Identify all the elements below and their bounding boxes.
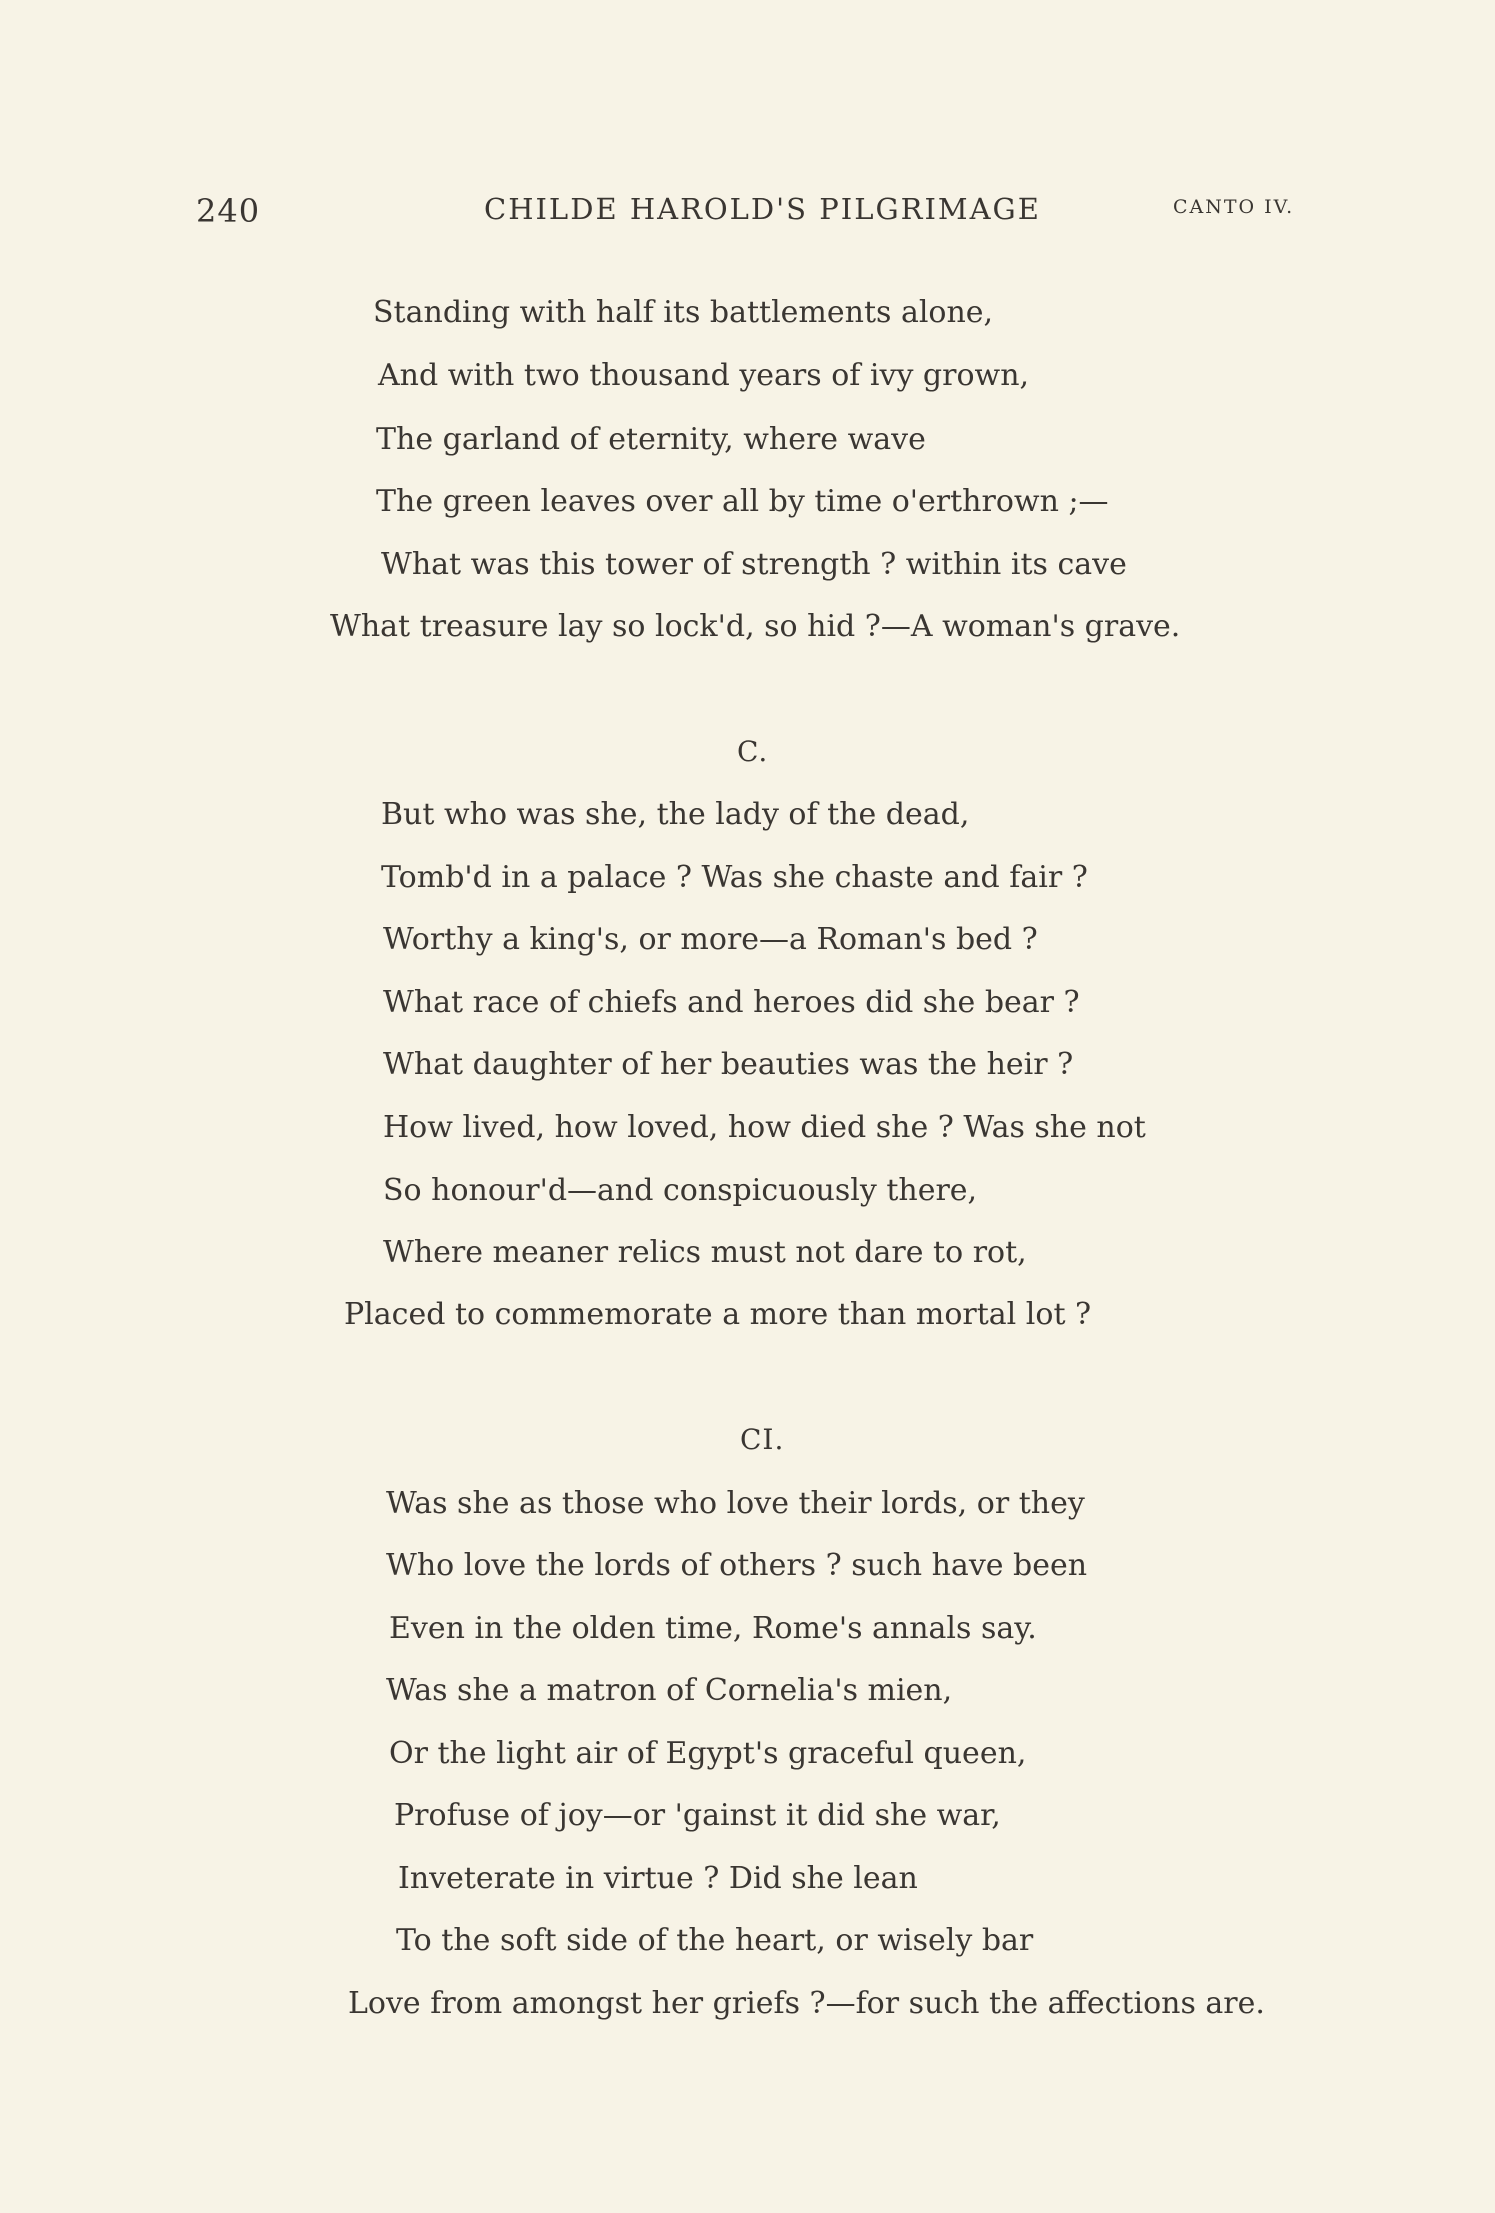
poem-line: The green leaves over all by time o'erthrown ;—: [376, 484, 1109, 519]
canto-label: CANTO IV.: [1173, 196, 1295, 218]
poem-line: And with two thousand years of ivy grown,: [378, 358, 1030, 393]
running-title: CHILDE HAROLD'S PILGRIMAGE: [484, 192, 1041, 226]
poem-line: Tomb'd in a palace ? Was she chaste and fair ?: [381, 860, 1088, 895]
poem-line: So honour'd—and conspicuously there,: [383, 1173, 978, 1208]
page-number: 240: [196, 192, 261, 230]
poem-line: How lived, how loved, how died she ? Was she not: [383, 1110, 1146, 1145]
poem-line: Where meaner relics must not dare to rot,: [383, 1235, 1027, 1270]
poem-line: To the soft side of the heart, or wisely bar: [396, 1923, 1034, 1958]
page-header: [0, 184, 1495, 234]
poem-line: What race of chiefs and heroes did she bear ?: [383, 985, 1080, 1020]
poem-line: Even in the olden time, Rome's annals say.: [389, 1611, 1037, 1646]
poem-line: Worthy a king's, or more—a Roman's bed ?: [383, 922, 1038, 957]
poem-line: What daughter of her beauties was the heir ?: [383, 1047, 1074, 1082]
poem-line: Placed to commemorate a more than mortal lot ?: [344, 1297, 1092, 1332]
poem-line: Standing with half its battlements alone,: [373, 295, 994, 330]
poem-line: Was she a matron of Cornelia's mien,: [386, 1673, 953, 1708]
poem-line: Was she as those who love their lords, or they: [386, 1486, 1085, 1521]
stanza-number: CI.: [740, 1423, 785, 1456]
poem-line: Or the light air of Egypt's graceful queen,: [389, 1736, 1027, 1771]
poem-line: Inveterate in virtue ? Did she lean: [398, 1861, 918, 1896]
poem-line: Who love the lords of others ? such have been: [386, 1548, 1088, 1583]
stanza-number: C.: [737, 735, 769, 768]
poem-line: Love from amongst her griefs ?—for such the affections are.: [348, 1986, 1265, 2021]
poem-line: Profuse of joy—or 'gainst it did she war,: [394, 1798, 1001, 1833]
poem-line: What treasure lay so lock'd, so hid ?—A woman's grave.: [330, 609, 1181, 644]
poem-line: The garland of eternity, where wave: [376, 422, 926, 457]
poem-line: What was this tower of strength ? within its cave: [381, 547, 1127, 582]
poem-line: But who was she, the lady of the dead,: [381, 797, 970, 832]
